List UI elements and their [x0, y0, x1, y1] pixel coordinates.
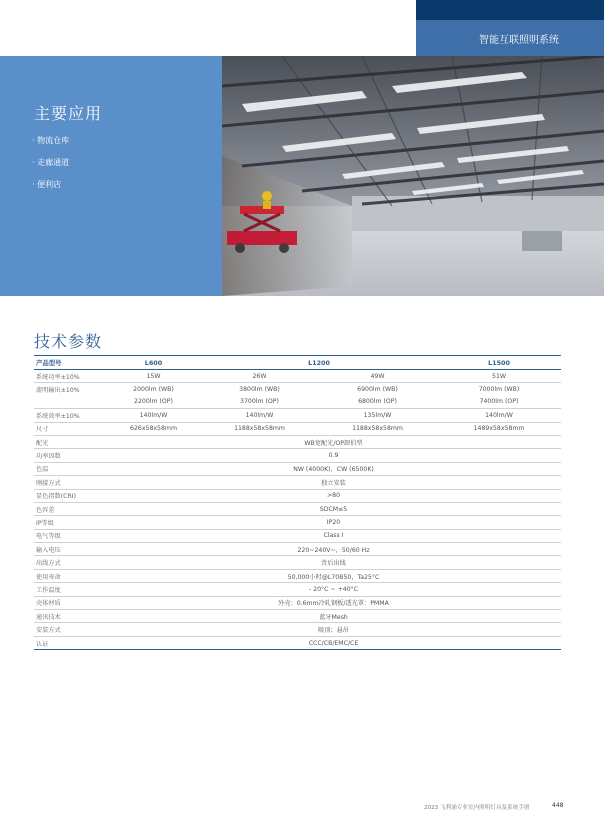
table-cell: 1188x58x58mm — [201, 422, 318, 435]
specs-title: 技术参数 — [34, 332, 103, 351]
table-cell: 140lm/W — [201, 409, 318, 422]
footer-text: 2023 飞利浦专业室内照明灯具及系统手册 — [424, 805, 530, 811]
row-label: 配光 — [34, 435, 106, 448]
table-cell: 蓝牙Mesh — [106, 610, 561, 623]
table-row — [34, 636, 561, 649]
row-label: 认证 — [34, 636, 106, 649]
row-label: 色容差 — [34, 502, 106, 515]
table-cell: 140lm/W — [106, 409, 201, 422]
header-title: 智能互联照明系统 — [479, 34, 559, 46]
table-cell: 1489x58x58mm — [437, 422, 561, 435]
table-cell: 3700lm (OP) — [201, 396, 318, 409]
table-row — [34, 435, 561, 448]
table-cell: NW (4000K)，CW (6500K) — [106, 462, 561, 475]
table-row — [34, 409, 561, 422]
table-cell: 626x58x58mm — [106, 422, 201, 435]
column-header: L1500 — [437, 356, 561, 370]
column-header: L1200 — [201, 356, 437, 370]
table-row — [34, 516, 561, 529]
row-label: 壳体材质 — [34, 596, 106, 609]
row-label: 流明输出±10% — [36, 387, 80, 395]
row-label: 输入电压 — [34, 543, 106, 556]
table-cell: - 20°C ~ +40°C — [106, 583, 561, 596]
table-row — [34, 623, 561, 636]
table-cell: 49W — [318, 370, 437, 383]
spec-table — [34, 355, 561, 650]
table-cell: 2200lm (OP) — [106, 396, 201, 409]
table-cell: 吸顶；悬吊 — [106, 623, 561, 636]
row-label: 系统功率±10% — [34, 370, 106, 383]
page-number: 448 — [552, 802, 564, 809]
table-cell: 外壳：0.6mm冷轧钢板/透光罩：PMMA — [106, 596, 561, 609]
table-cell: 独立安装 — [106, 476, 561, 489]
table-cell: 15W — [106, 370, 201, 383]
table-cell: 135lm/W — [318, 409, 437, 422]
column-header: 产品型号 — [34, 356, 106, 370]
row-label: 色温 — [34, 462, 106, 475]
application-item: · 物流仓库 — [32, 134, 69, 156]
table-cell: 140lm/W — [437, 409, 561, 422]
table-cell: 50,000小时@L70B50，Ta25°C — [106, 569, 561, 582]
table-row — [34, 569, 561, 582]
header-top-strip — [416, 0, 604, 20]
row-label: 使用寿命 — [34, 569, 106, 582]
table-cell: Class I — [106, 529, 561, 542]
row-label: 尺寸 — [34, 422, 106, 435]
table-row — [34, 543, 561, 556]
applications-title: 主要应用 — [34, 104, 103, 123]
table-row — [34, 370, 561, 383]
table-cell: SDCM≤5 — [106, 502, 561, 515]
table-row — [34, 556, 561, 569]
table-row — [34, 529, 561, 542]
table-row — [34, 383, 561, 396]
row-label: 系统效率±10% — [34, 409, 106, 422]
table-cell: >80 — [106, 489, 561, 502]
applications-panel — [0, 56, 222, 296]
table-row — [34, 583, 561, 596]
row-label: 刚接方式 — [34, 476, 106, 489]
row-label: 显色指数(CRI) — [34, 489, 106, 502]
header-band — [416, 20, 604, 56]
row-label: 电气等级 — [34, 529, 106, 542]
row-label: 工作温度 — [34, 583, 106, 596]
column-header: L600 — [106, 356, 201, 370]
table-row — [34, 489, 561, 502]
application-item: · 走廊通道 — [32, 156, 69, 178]
table-cell: 3800lm (WB) — [239, 386, 280, 394]
table-row — [34, 462, 561, 475]
table-cell: 220~240V~，50/60 Hz — [106, 543, 561, 556]
table-cell: 7000lm (WB) — [478, 386, 520, 394]
row-label: 出线方式 — [34, 556, 106, 569]
table-cell: 0.9 — [106, 449, 561, 462]
table-row — [34, 502, 561, 515]
table-cell: 6900lm (WB) — [357, 386, 398, 394]
row-label: 安装方式 — [34, 623, 106, 636]
row-label: IP等级 — [34, 516, 106, 529]
table-cell: 背后出线 — [106, 556, 561, 569]
table-cell: 2000lm (WB) — [133, 386, 174, 394]
table-cell: IP20 — [106, 516, 561, 529]
row-label: 通讯技术 — [34, 610, 106, 623]
table-row — [34, 396, 561, 409]
table-row — [34, 610, 561, 623]
warehouse-photo — [222, 56, 604, 296]
table-cell: 1188x58x58mm — [318, 422, 437, 435]
table-row — [34, 449, 561, 462]
table-cell: 6800lm (OP) — [318, 396, 437, 409]
table-cell: 7400lm (OP) — [437, 396, 561, 409]
table-row — [34, 476, 561, 489]
applications-list — [32, 134, 69, 200]
table-cell: 26W — [201, 370, 318, 383]
table-cell: CCC/CB/EMC/CE — [106, 636, 561, 649]
row-label — [34, 396, 106, 409]
table-row — [34, 596, 561, 609]
table-cell: 51W — [437, 370, 561, 383]
application-item: · 便利店 — [32, 178, 69, 200]
table-row — [34, 422, 561, 435]
row-label: 功率因数 — [34, 449, 106, 462]
table-cell: WB宽配光/OP卸伯型 — [106, 435, 561, 448]
table-header-row — [34, 356, 561, 370]
